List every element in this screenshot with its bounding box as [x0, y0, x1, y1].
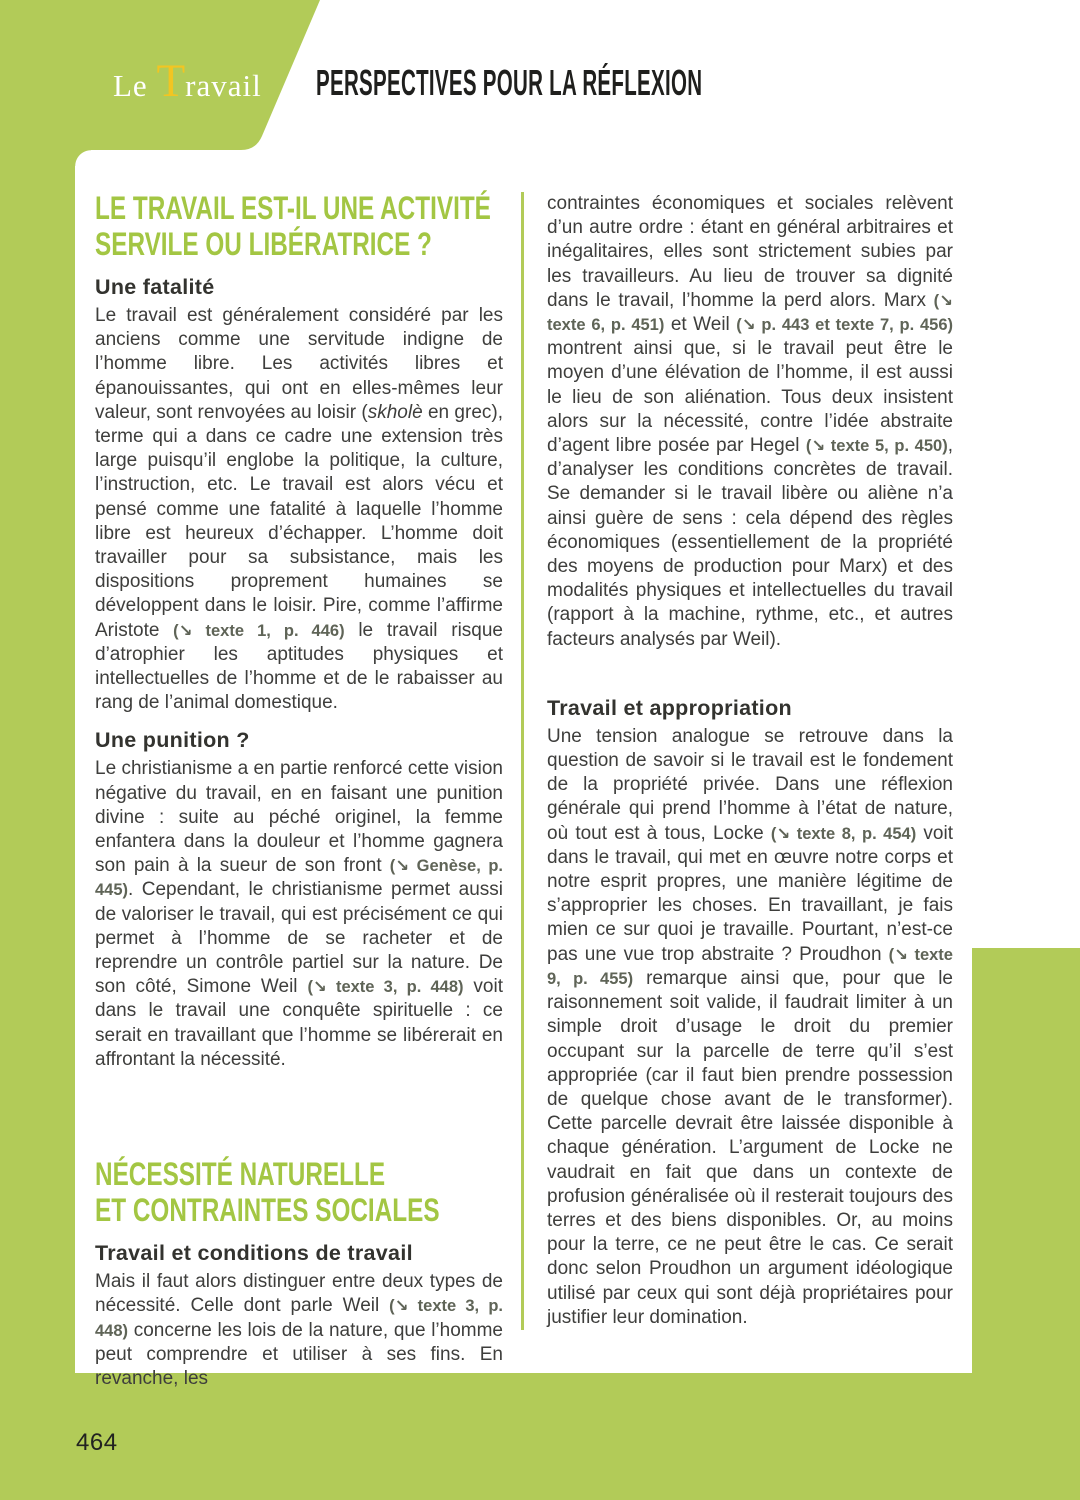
text-segment: contraintes économiques et sociales relèvent d’un autre ordre : étant en général arbitraires et inégalitaires, elles sont strictement subies par les travailleurs. Au lieu de trouver sa dignité dans le travail, l’homme la perd alors. Marx	[547, 193, 953, 311]
cross-reference: (↘ texte 8, p. 454)	[770, 824, 917, 843]
left-column	[95, 190, 503, 1391]
text-segment: et Weil	[664, 314, 737, 336]
section-heading	[95, 1156, 503, 1228]
cross-reference: (↘ p. 443 et texte 7, p. 456)	[736, 316, 953, 335]
page-header-title: PERSPECTIVES POUR LA RÉFLEXION	[316, 62, 703, 103]
paragraph	[547, 192, 953, 652]
chapter-initial: T	[156, 55, 186, 107]
subheading: Une fatalité	[95, 275, 215, 299]
text-segment: le travail risque d’atrophier les aptitudes physiques et intellectuelles de l’homme et de le rabaisser au rang de l’animal domestique.	[95, 619, 504, 714]
cross-reference: (↘ Genèse, p. 445)	[95, 857, 503, 900]
corner-notch	[75, 150, 91, 166]
chapter-title-rest: ravail	[185, 68, 262, 103]
paragraph	[95, 1270, 503, 1391]
text-segment: Le travail est généralement considéré par les anciens comme une servitude indigne de l’homme libre. Les activités libres et épanouissantes, qui ont en elles-mêmes leur valeur, sont renvoyées au loisir (	[95, 305, 503, 423]
right-column	[547, 192, 953, 1330]
left-border	[0, 0, 75, 1500]
section-heading-line: ET CONTRAINTES SOCIALES	[95, 1192, 440, 1229]
text-segment: . Cependant, le christianisme permet aussi de valoriser le travail, qui est précisément ce qui permet à l’homme de se racheter et de reprendre un contrôle partiel sur la nature. De son côté, Simone Weil	[95, 879, 503, 998]
paragraph	[95, 757, 503, 1072]
text-segment: Mais il faut alors distinguer entre deux types de nécessité. Celle dont parle Weil	[95, 1271, 503, 1317]
paragraph	[95, 304, 503, 715]
text-segment: Le christianisme a en partie renforcé cette vision négative du travail, en en faisant une punition divine : suite au péché originel, la femme enfantera dans la douleur et l’homme gagnera son pain à la sueur de son front	[95, 758, 503, 877]
cross-reference: (↘ texte 5, p. 450)	[805, 437, 948, 456]
section-heading	[95, 190, 503, 262]
paragraph	[547, 725, 953, 1330]
page-number: 464	[76, 1429, 118, 1456]
cross-reference: (↘ texte 9, p. 455)	[547, 945, 953, 988]
section-heading-line: NÉCESSITÉ NATURELLE	[95, 1156, 386, 1193]
cross-reference: (↘ texte 6, p. 451)	[547, 291, 953, 335]
text-segment: montrent ainsi que, si le travail peut être le moyen d’une élévation de l’homme, il est aussi le lieu de son aliénation. Tous deux insistent alors sur la nécessité, contre l’idée abstraite d’agent libre posée par Hegel	[547, 338, 953, 457]
sidebar-tab	[972, 948, 1080, 1374]
text-segment: voit dans le travail, qui met en œuvre notre corps et notre esprit propres, une manière légitime de s’approprier les choses. En travaillant, je fais mien ce sur quoi je travaille. Pourtant, n’est-ce pas une vue trop abstraite ? Proudhon	[547, 822, 953, 965]
footer-band	[0, 1373, 1080, 1500]
cross-reference: (↘ texte 3, p. 448)	[95, 1297, 503, 1340]
chapter-title	[113, 56, 262, 111]
subheading: Une punition ?	[95, 728, 250, 753]
chapter-title-pre: Le	[113, 68, 157, 103]
text-segment: voit dans le travail une conquête spirituelle : ce serait en travaillant que l’homme se libérerait en affrontant la nécessité.	[95, 976, 503, 1070]
text-segment: en grec), terme qui a dans ce cadre une extension très large puisqu’il englobe la politique, la culture, l’instruction, etc. Le travail est alors vécu et pensé comme une fatalité à laquelle l’homme libre est heureux d’échapper. L’homme doit travailler pour sa subsistance, mais les dispositions proprement humaines se développent dans le loisir. Pire, comme l’affirme Aristote	[95, 401, 503, 641]
column-divider	[521, 192, 524, 1330]
cross-reference: (↘ texte 3, p. 448)	[307, 978, 464, 997]
subheading: Travail et appropriation	[547, 695, 792, 720]
text-segment: concerne les lois de la nature, que l’homme peut comprendre et utiliser à ses fins. En revanche, les	[95, 1319, 503, 1389]
text-segment: remarque ainsi que, pour que le raisonnement soit valide, il faudrait limiter à un simple droit d’usage le droit du premier occupant sur la parcelle de terre qu’il s’est appropriée (car il faut bien prendre possession de quelque chose avant de le transformer). Cette parcelle devrait être laissée disponible à chaque génération. L’argument de Locke ne vaudrait en fait que dans un contexte de profusion généralisée où il resterait toujours des terres et des biens disponibles. Or, au moins pour la terre, ce ne peut être le cas. Ce serait donc selon Proudhon un argument idéologique utilisé par ceux qui sont déjà propriétaires pour justifier leur domination.	[547, 967, 953, 1328]
section-heading-line: SERVILE OU LIBÉRATRICE ?	[95, 226, 432, 262]
cross-reference: (↘ texte 1, p. 446)	[173, 621, 345, 640]
text-segment: skholè	[367, 401, 423, 423]
text-segment: , d’analyser les conditions concrètes de travail. Se demander si le travail libère ou aliène n’a ainsi guère de sens : cela dépend des règles économiques (essentiellement de la propriété des moyens de production pour Marx) et des modalités physiques et intellectuelles du travail (rapport à la machine, rythme, etc., et autres facteurs analysés par Weil).	[547, 435, 953, 650]
subheading: Travail et conditions de travail	[95, 1241, 413, 1266]
section-heading-line: LE TRAVAIL EST-IL UNE ACTIVITÉ	[95, 190, 491, 226]
text-segment: Une tension analogue se retrouve dans la question de savoir si le travail est le fondement de la propriété privée. Dans une réflexion générale qui prend l’homme à l’état de nature, où tout est à tous, Locke	[547, 725, 953, 844]
